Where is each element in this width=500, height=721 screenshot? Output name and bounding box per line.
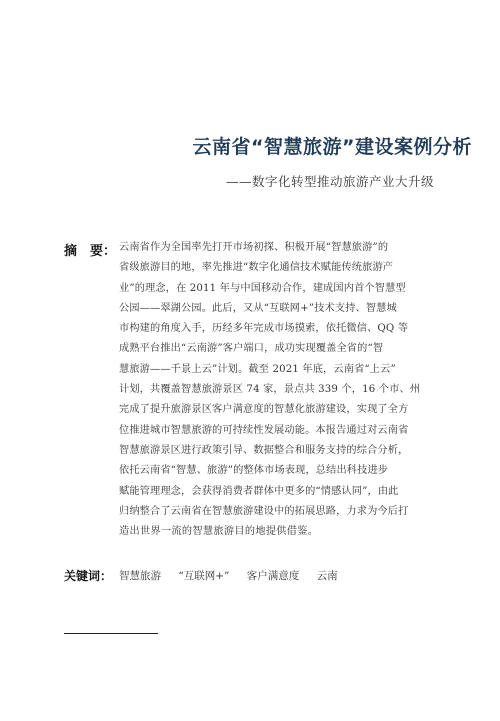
keywords-label: 关键词： [64,569,113,583]
abstract-line: 省级旅游目的地，率先推进“数字化通信技术赋能传统旅游产 [119,262,394,274]
abstract-line: 智慧旅游景区进行政策引导、数据整合和服务支持的综合分析， [119,444,409,456]
abstract-line: 业”的理念，在 2011 年与中国移动合作，建成国内首个智慧型 [119,282,406,294]
abstract-line: 市构建的角度入手，历经多年完成市场摸索，依托微信、QQ 等 [119,323,409,335]
abstract-line: 依托云南省“智慧、旅游”的整体市场表现，总结出科技进步 [119,465,389,477]
keyword: 智慧旅游 [119,570,161,582]
footnote-divider [64,633,158,634]
abstract-line: 位推进城市智慧旅游的可持续性发展动能。本报告通过对云南省 [119,424,409,436]
abstract-line: 归纳整合了云南省在智慧旅游建设中的拓展思路，力求为今后打 [119,505,409,517]
abstract-line: 赋能管理理念，会获得消费者群体中更多的“情感认同”，由此 [119,485,399,497]
abstract-line: 计划，共覆盖智慧旅游景区 74 家，景点共 339 个，16 个市、州 [119,384,421,396]
abstract-body [119,238,444,542]
abstract-line: 造出世界一流的智慧旅游目的地提供借鉴。 [119,526,319,538]
keyword: “互联网+” [178,570,230,582]
keyword: 客户满意度 [246,570,300,582]
keywords-list [119,568,352,583]
abstract-line: 慧旅游——千景上云”计划。截至 2021 年底，云南省“上云” [119,363,396,375]
abstract-line: 云南省作为全国率先打开市场初探、积极开展“智慧旅游”的 [119,242,389,253]
keyword: 云南 [316,570,338,582]
abstract-line: 成熟平台推出“云南游”客户端口，成功实现覆盖全省的“智 [119,343,384,355]
document-title: 云南省“智慧旅游”建设案例分析 [192,136,472,158]
abstract-line: 公园——翠湖公园。此后，又从“互联网+”技术支持、智慧城 [119,302,397,314]
keywords-section [64,567,444,587]
document-subtitle: ——数字化转型推动旅游产业大升级 [225,174,434,189]
abstract-label: 摘 要： [64,244,117,259]
abstract-line: 完成了提升旅游景区客户满意度的智慧化旅游建设，实现了全方 [119,404,409,416]
